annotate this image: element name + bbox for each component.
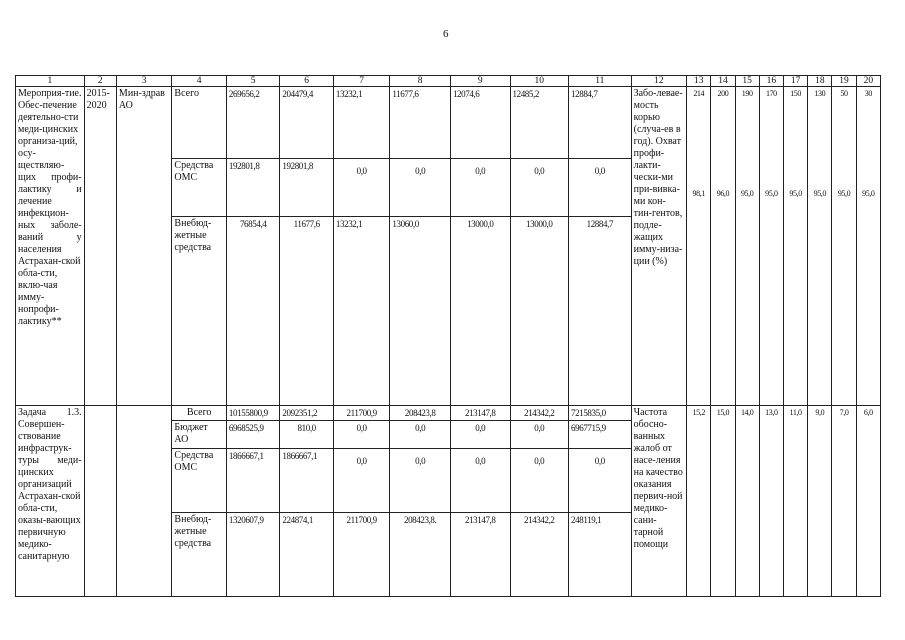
target-cell: 13,0 [759,406,783,597]
executor-cell: Мин-здрав АО [116,87,172,406]
target-value: 170 [765,89,777,98]
value-cell: 13232,1 [333,87,390,159]
target-cell: 9,0 [808,406,832,597]
target-value: 96,0 [716,189,730,198]
source-cell: Всего [172,87,227,159]
value-cell: 211700,9 [333,513,390,597]
value-cell: 214342,2 [510,406,569,421]
target-value: 95,0 [862,189,875,198]
years-cell [84,406,116,597]
value-cell: 0,0 [333,159,390,217]
value-cell: 208423,8 [390,406,451,421]
value-cell: 0,0 [390,159,451,217]
header-cell: 9 [450,76,510,87]
header-cell: 5 [226,76,279,87]
executor-cell [116,406,172,597]
value-cell: 13000,0 [510,217,569,406]
value-cell: 204479,4 [280,87,333,159]
value-cell: 0,0 [390,421,451,449]
header-cell: 20 [856,76,880,87]
value-cell: 10155800,9 [226,406,279,421]
value-cell: 12884,7 [569,87,632,159]
value-cell: 1866667,1 [226,449,279,513]
activity-cell: Мероприя-тие. Обес-печение деятельно-сти меди-цинских организа-ций, осу-ществляю-щих профи-лактику и лечение инфекцион-ных заболе-ваний у населения Астрахан-ской обла-сти, вклю-чая имму-нопрофи-лактику** [16,87,85,406]
target-value: 150 [790,89,801,98]
header-cell: 14 [711,76,735,87]
target-cell: 15,0 [711,406,735,597]
value-cell: 6968525,9 [226,421,279,449]
value-cell: 0,0 [569,449,632,513]
value-cell: 810,0 [280,421,333,449]
source-cell: Внебюд-жетные средства [172,217,227,406]
header-cell: 12 [631,76,687,87]
value-cell: 1320607,9 [226,513,279,597]
target-value: 50 [840,89,848,98]
header-cell: 3 [116,76,172,87]
value-cell: 213147,8 [450,406,510,421]
value-cell: 13000,0 [450,217,510,406]
value-cell: 0,0 [510,159,569,217]
target-value: 130 [814,89,826,98]
target-cell [808,87,832,406]
target-cell [832,87,856,406]
target-cell [687,87,711,406]
value-cell: 211700,9 [333,406,390,421]
header-cell: 16 [759,76,783,87]
table-row [16,406,881,421]
value-cell: 214342,2 [510,513,569,597]
source-cell: Бюджет АО [172,421,227,449]
header-cell: 13 [687,76,711,87]
source-cell: Средства ОМС [172,449,227,513]
target-value: 30 [864,89,872,98]
target-value: 95,0 [765,189,778,198]
task-cell: Задача 1.3. Совершен-ствование инфраструк-туры меди-цинских организаций Астрахан-ской обла-сти, оказы-вающих первичную медико-санитарную [16,406,85,597]
value-cell: 0,0 [569,159,632,217]
target-value: 98,1 [692,189,705,198]
target-cell [735,87,759,406]
header-cell: 10 [510,76,569,87]
value-cell: 1866667,1 [280,449,333,513]
header-cell: 19 [832,76,856,87]
value-cell: 0,0 [450,449,510,513]
indicator-cell: Забо-левае-мость корью (случа-ев в год). Охват профи-лакти-чески-ми при-вивка-ми кон-тин-гентов, подле-жащих имму-низа-ции (%) [631,87,687,406]
target-cell: 15,2 [687,406,711,597]
source-cell: Внебюд-жетные средства [172,513,227,597]
value-cell: 11677,6 [390,87,451,159]
indicator-cell: Частота обосно-ванных жалоб от насе-ления на качество оказания первич-ной медико-сани-тарной помощи [631,406,687,597]
target-cell [856,87,880,406]
header-cell: 7 [333,76,390,87]
value-cell: 12074,6 [450,87,510,159]
target-cell: 6,0 [856,406,880,597]
target-cell [783,87,807,406]
value-cell: 213147,8 [450,513,510,597]
value-cell: 224874,1 [280,513,333,597]
target-value: 95,0 [837,189,851,198]
header-cell: 6 [280,76,333,87]
table-row [16,87,881,159]
value-cell: 0,0 [333,449,390,513]
target-value: 214 [693,89,705,98]
target-cell: 14,0 [735,406,759,597]
value-cell: 13060,0 [390,217,451,406]
value-cell: 248119,1 [569,513,632,597]
header-cell: 18 [808,76,832,87]
source-cell: Средства ОМС [172,159,227,217]
target-cell: 11,0 [783,406,807,597]
value-cell: 0,0 [450,421,510,449]
target-value: 95,0 [813,189,827,198]
value-cell: 192801,8 [226,159,279,217]
header-cell: 4 [172,76,227,87]
header-cell: 8 [390,76,451,87]
target-cell [759,87,783,406]
value-cell: 12884,7 [569,217,632,406]
value-cell: 208423,8. [390,513,451,597]
target-value: 95,0 [789,189,802,198]
header-cell: 15 [735,76,759,87]
years-cell: 2015-2020 [84,87,116,406]
value-cell: 0,0 [390,449,451,513]
header-cell: 1 [16,76,85,87]
value-cell: 12485,2 [510,87,569,159]
header-cell: 2 [84,76,116,87]
value-cell: 0,0 [450,159,510,217]
source-cell: Всего [172,406,227,421]
target-value: 95,0 [740,189,754,198]
header-cell: 17 [783,76,807,87]
value-cell: 76854,4 [226,217,279,406]
value-cell: 0,0 [333,421,390,449]
value-cell: 11677,6 [280,217,333,406]
target-cell: 7,0 [832,406,856,597]
page-number: 6 [443,28,449,40]
target-value: 190 [741,89,753,98]
value-cell: 7215835,0 [569,406,632,421]
value-cell: 269656,2 [226,87,279,159]
value-cell: 0,0 [510,421,569,449]
value-cell: 0,0 [510,449,569,513]
header-row [16,76,881,87]
value-cell: 2092351,2 [280,406,333,421]
value-cell: 192801,8 [280,159,333,217]
value-cell: 6967715,9 [569,421,632,449]
value-cell: 13232,1 [333,217,390,406]
target-cell [711,87,735,406]
header-cell: 11 [569,76,632,87]
program-table [15,75,881,597]
target-value: 200 [717,89,729,98]
